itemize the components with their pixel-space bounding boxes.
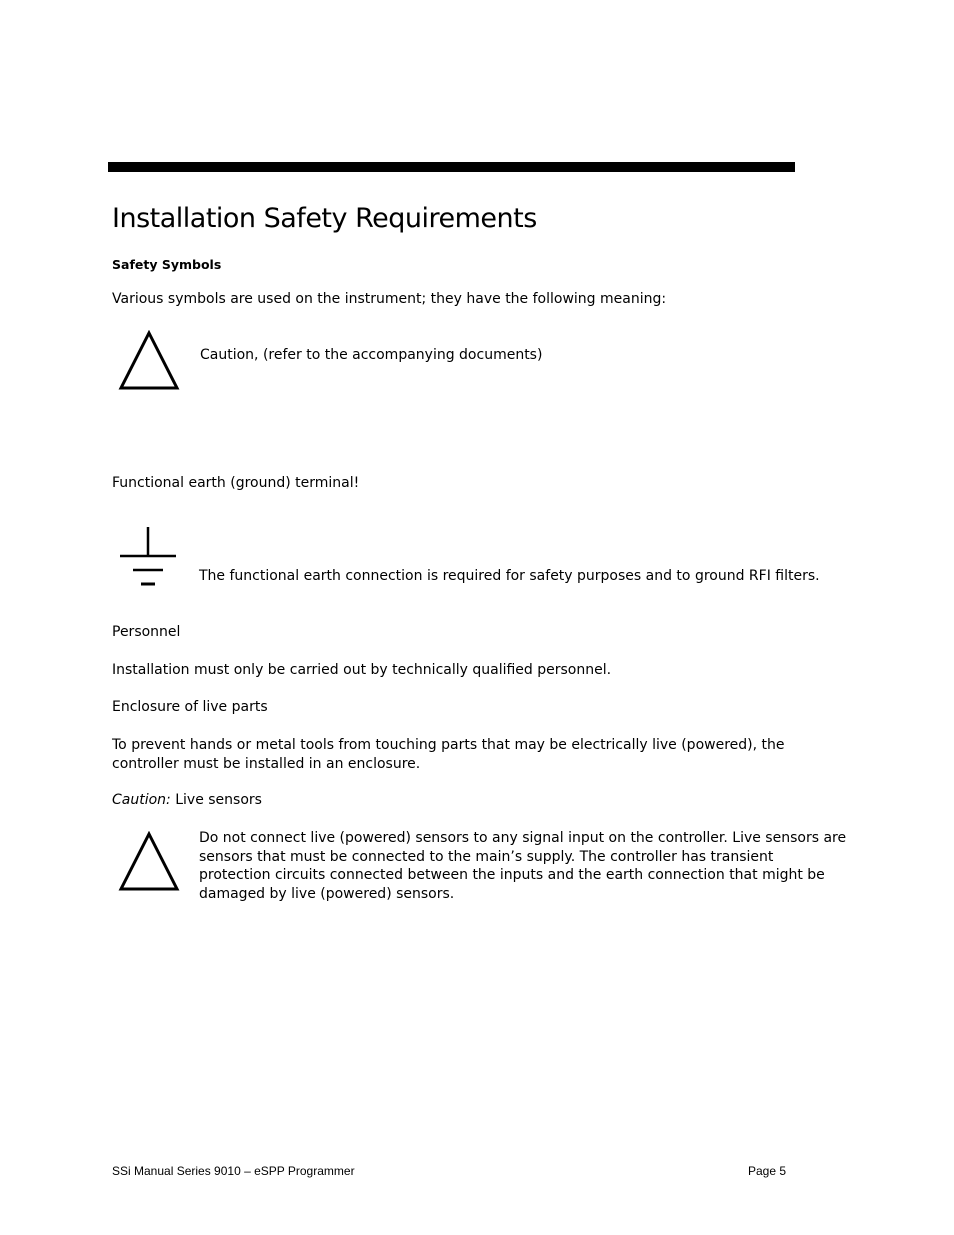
footer-title: SSi Manual Series 9010 – eSPP Programmer — [112, 1164, 355, 1178]
warning-triangle-icon — [118, 831, 180, 893]
header-rule — [108, 162, 795, 172]
safety-symbols-intro: Various symbols are used on the instrument; they have the following meaning: — [112, 291, 667, 307]
live-sensors-title: Live sensors — [175, 792, 262, 808]
enclosure-text: To prevent hands or metal tools from touching parts that may be electrically live (powered), the controller must be installed in an enclosure. — [112, 737, 785, 772]
live-sensors-text: Do not connect live (powered) sensors to any signal input on the controller. Live sensors are sensors that must be connected to the main’s supply. The controller has transient protection circuits connected between the inputs and the earth connection that might be damaged by live (powered) sensors. — [199, 830, 847, 902]
earth-text: The functional earth connection is required for safety purposes and to ground RFI filters. — [199, 568, 820, 584]
live-sensors-heading — [112, 792, 262, 808]
personnel-heading: Personnel — [112, 624, 181, 640]
ground-symbol-icon — [118, 527, 180, 589]
caution-prefix: Caution: — [112, 792, 171, 808]
earth-label: Functional earth (ground) terminal! — [112, 475, 360, 491]
caution-text: Caution, (refer to the accompanying documents) — [200, 347, 543, 363]
safety-symbols-heading: Safety Symbols — [112, 257, 222, 272]
enclosure-heading: Enclosure of live parts — [112, 699, 268, 715]
warning-triangle-icon — [118, 330, 180, 392]
page-title: Installation Safety Requirements — [112, 203, 537, 234]
personnel-text: Installation must only be carried out by technically qualified personnel. — [112, 662, 612, 678]
page-number: Page 5 — [748, 1164, 787, 1178]
